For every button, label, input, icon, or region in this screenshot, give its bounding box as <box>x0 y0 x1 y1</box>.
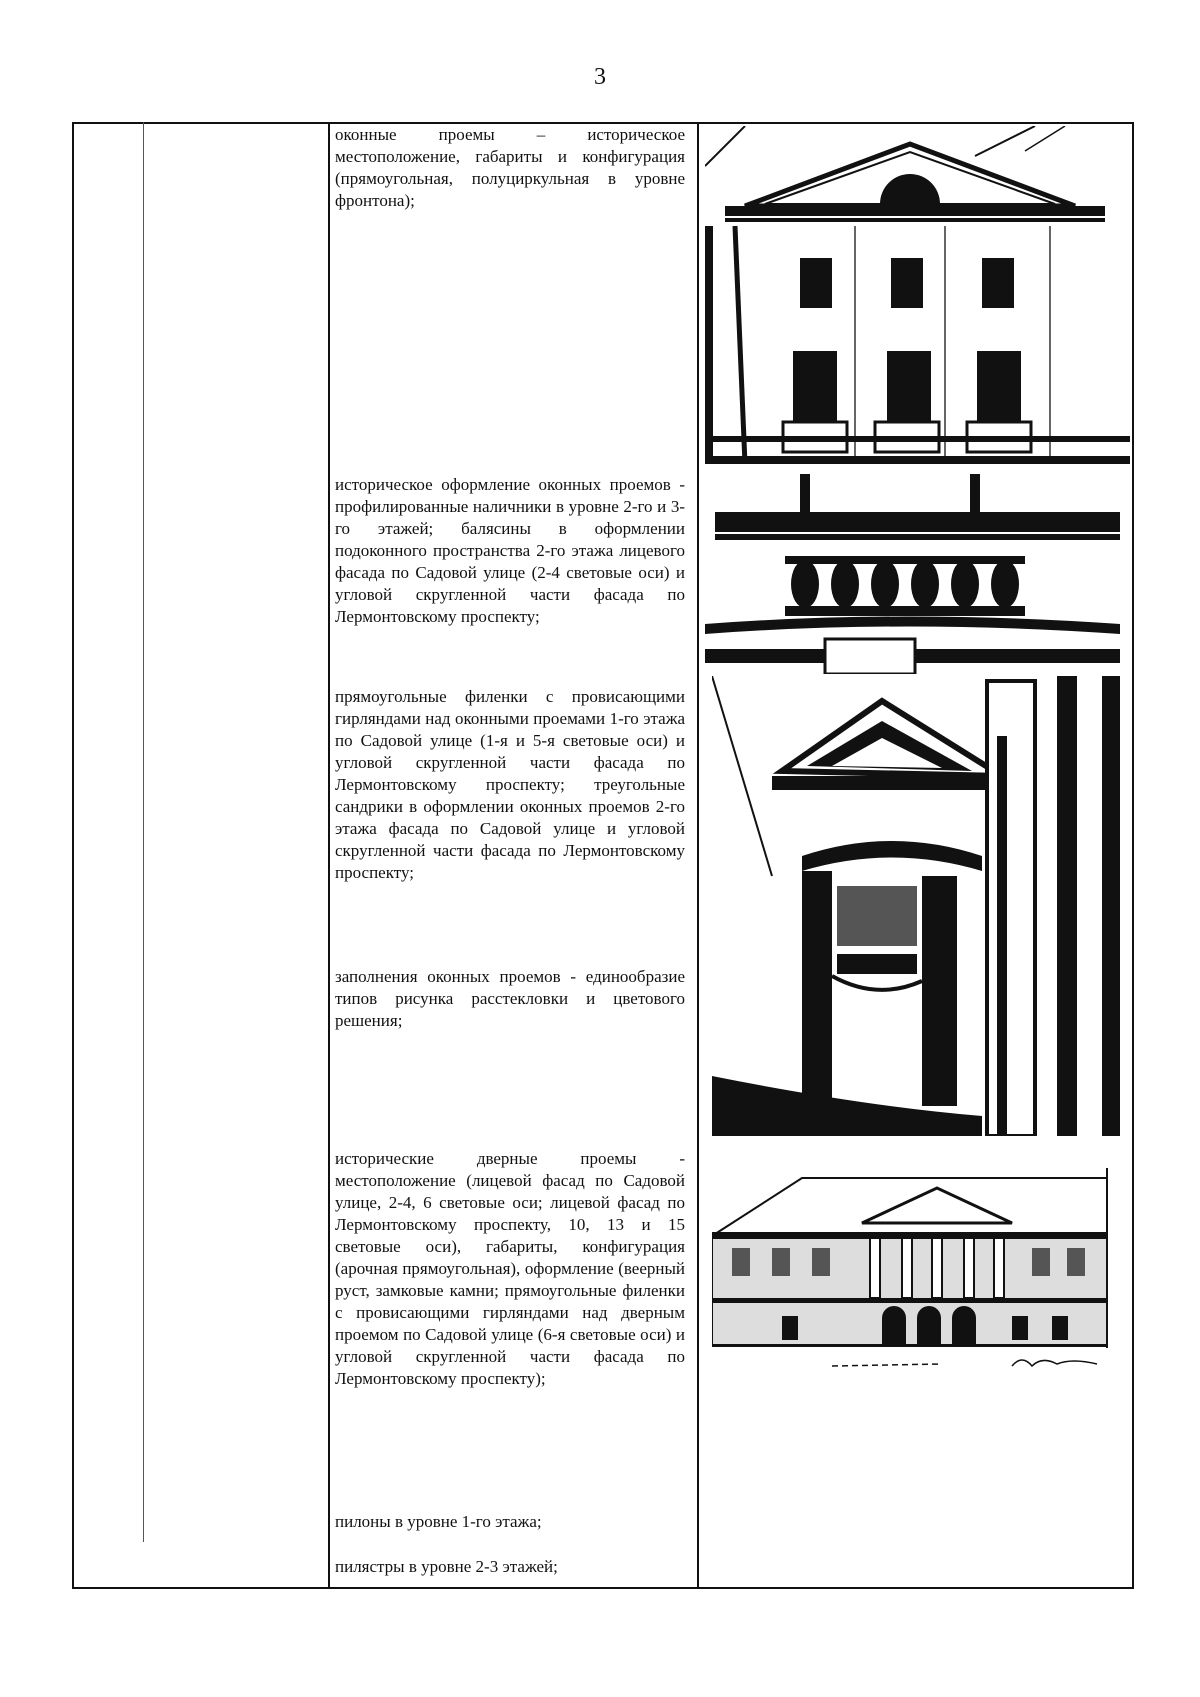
column-divider-2 <box>328 122 330 1589</box>
balusters-photo <box>705 474 1120 674</box>
page-number: 3 <box>594 64 606 90</box>
table-left-border <box>72 122 74 1589</box>
column-divider-1 <box>143 122 144 1542</box>
column-divider-3 <box>697 122 699 1589</box>
row-text-pylons: пилоны в уровне 1-го этажа; <box>335 1512 542 1531</box>
table-bottom-border <box>72 1587 1134 1589</box>
row-text-window-decor: историческое оформление оконных проемов - профилированные наличники в уровне 2-го и 3-го этажей; балясины в оформлении подоконного пространства 2-го этажа лицевого фасада по Садовой улице (2-4 световые оси) и угловой скругленной части фасада по Лермонтовскому проспекту; <box>335 475 685 626</box>
row-text-doors: исторические дверные проемы - местоположение (лицевой фасад по Садовой улице, 2-4, 6 световые оси; лицевой фасад по Лермонтовскому проспекту, 10, 13 и 15 световые оси), габариты, конфигурация (арочная прямоугольная), оформление (веерный руст, замковые камни; прямоугольные филенки с провисающими гирляндами над дверным проемом по Садовой улице (6-я световые оси) и угловой скругленной части фасада по Лермонтовскому проспекту); <box>335 1149 685 1388</box>
row-text-windows: оконные проемы – историческое местоположение, габариты и конфигурация (прямоугольная, полуциркульная в уровне фронтона); <box>335 125 685 210</box>
table-right-border <box>1132 122 1134 1589</box>
facade-drawing <box>712 1168 1120 1378</box>
facade-pediment-photo <box>705 126 1130 464</box>
row-text-panels-sandriks: прямоугольные филенки с провисающими гирляндами над оконными проемами 1-го этажа по Садовой улице (1-я и 5-я световые оси) и угловой скругленной части фасада по Лермонтовскому проспекту; треугольные сандрики в оформлении оконных проемов 2-го этажа фасада по Садовой улице и угловой скругленной части фасада по Лермонтовскому проспекту; <box>335 687 685 882</box>
sandrik-photo <box>712 676 1120 1136</box>
row-text-window-fill: заполнения оконных проемов - единообразие типов рисунка расстекловки и цветового решения; <box>335 967 685 1030</box>
row-text-pilasters: пилястры в уровне 2-3 этажей; <box>335 1557 558 1576</box>
